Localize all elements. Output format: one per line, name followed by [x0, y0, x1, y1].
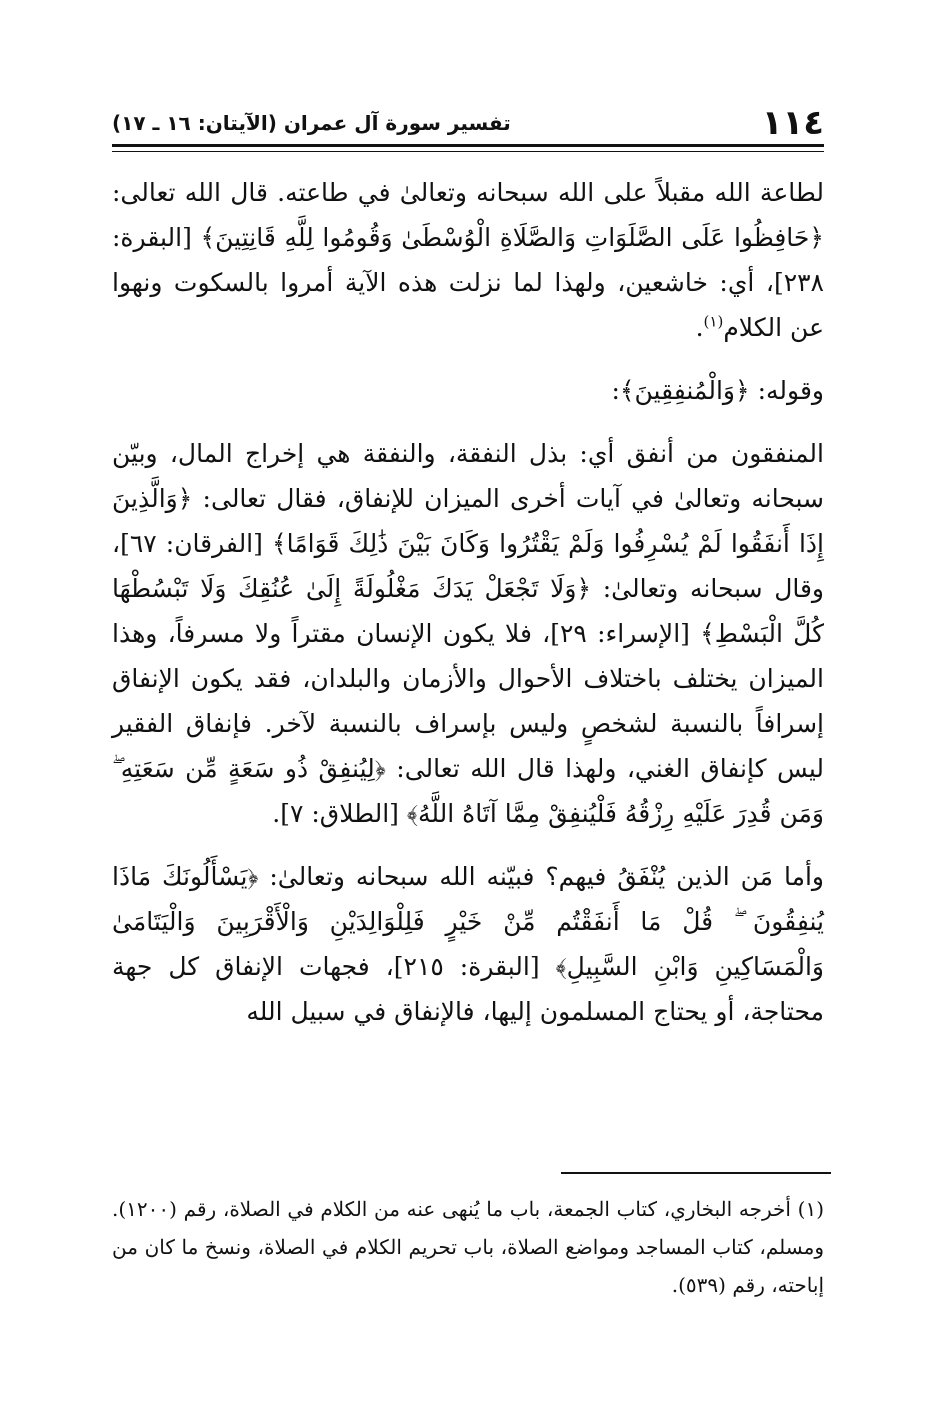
paragraph-1-tail: .	[695, 313, 704, 342]
main-text	[112, 170, 824, 1034]
paragraph-4: وأما مَن الذين يُنْفَقُ فيهم؟ فبيّنه الله سبحانه وتعالىٰ: ﴿يَسْأَلُونَكَ مَاذَا يُنفِقُونَ ۖ قُلْ مَا أَنفَقْتُم مِّنْ خَيْرٍ فَلِلْوَالِدَيْنِ وَالْأَقْرَبِينَ وَالْيَتَامَىٰ وَالْمَسَاكِينِ وَابْنِ السَّبِيلِ﴾ [البقرة: ٢١٥]، فجهات الإنفاق كل جهة محتاجة، أو يحتاج المسلمون إليها، فالإنفاق في سبيل الله	[112, 862, 824, 1026]
paragraph-1	[112, 170, 824, 350]
footnote-1: (١) أخرجه البخاري، كتاب الجمعة، باب ما يُنهى عنه من الكلام في الصلاة، رقم (١٢٠٠). ومسلم، كتاب المساجد ومواضع الصلاة، باب تحريم الكلام في الصلاة، ونسخ ما كان من إباحته، رقم (٥٣٩).	[112, 1197, 824, 1297]
paragraph-2: وقوله: ﴿وَالْمُنفِقِينَ﴾:	[611, 376, 824, 405]
paragraph-1-text: لطاعة الله مقبلاً على الله سبحانه وتعالىٰ في طاعته. قال الله تعالى: ﴿حَافِظُوا عَلَى الصَّلَوَاتِ وَالصَّلَاةِ الْوُسْطَىٰ وَقُومُوا لِلَّهِ قَانِتِينَ﴾ [البقرة: ٢٣٨]، أي: خاشعين، ولهذا لما نزلت هذه الآية أمروا بالسكوت ونهوا عن الكلام	[112, 178, 824, 342]
header-rule-thin	[112, 151, 824, 152]
page-header	[112, 100, 824, 142]
running-title: تفسير سورة آل عمران (الآيتان: ١٦ ـ ١٧)	[112, 111, 511, 135]
header-rule-thick	[112, 144, 824, 147]
footnote-reference[interactable]: (١)	[703, 312, 724, 331]
footnote-separator	[561, 1172, 831, 1174]
footnotes	[112, 1190, 824, 1304]
paragraph-3: المنفقون من أنفق أي: بذل النفقة، والنفقة هي إخراج المال، وبيّن سبحانه وتعالىٰ في آيات أخرى الميزان للإنفاق، فقال تعالى: ﴿وَالَّذِينَ إِذَا أَنفَقُوا لَمْ يُسْرِفُوا وَلَمْ يَقْتُرُوا وَكَانَ بَيْنَ ذَٰلِكَ قَوَامًا﴾ [الفرقان: ٦٧]، وقال سبحانه وتعالىٰ: ﴿وَلَا تَجْعَلْ يَدَكَ مَغْلُولَةً إِلَىٰ عُنُقِكَ وَلَا تَبْسُطْهَا كُلَّ الْبَسْطِ﴾ [الإسراء: ٢٩]، فلا يكون الإنسان مقتراً ولا مسرفاً، وهذا الميزان يختلف باختلاف الأحوال والأزمان والبلدان، فقد يكون الإنفاق إسرافاً بالنسبة لشخصٍ وليس بإسراف بالنسبة لآخر. فإنفاق الفقير ليس كإنفاق الغني، ولهذا قال الله تعالى: ﴿لِيُنفِقْ ذُو سَعَةٍ مِّن سَعَتِهِ ۖ وَمَن قُدِرَ عَلَيْهِ رِزْقُهُ فَلْيُنفِقْ مِمَّا آتَاهُ اللَّهُ﴾ [الطلاق: ٧].	[112, 439, 824, 828]
page-number: ١١٤	[761, 103, 824, 143]
